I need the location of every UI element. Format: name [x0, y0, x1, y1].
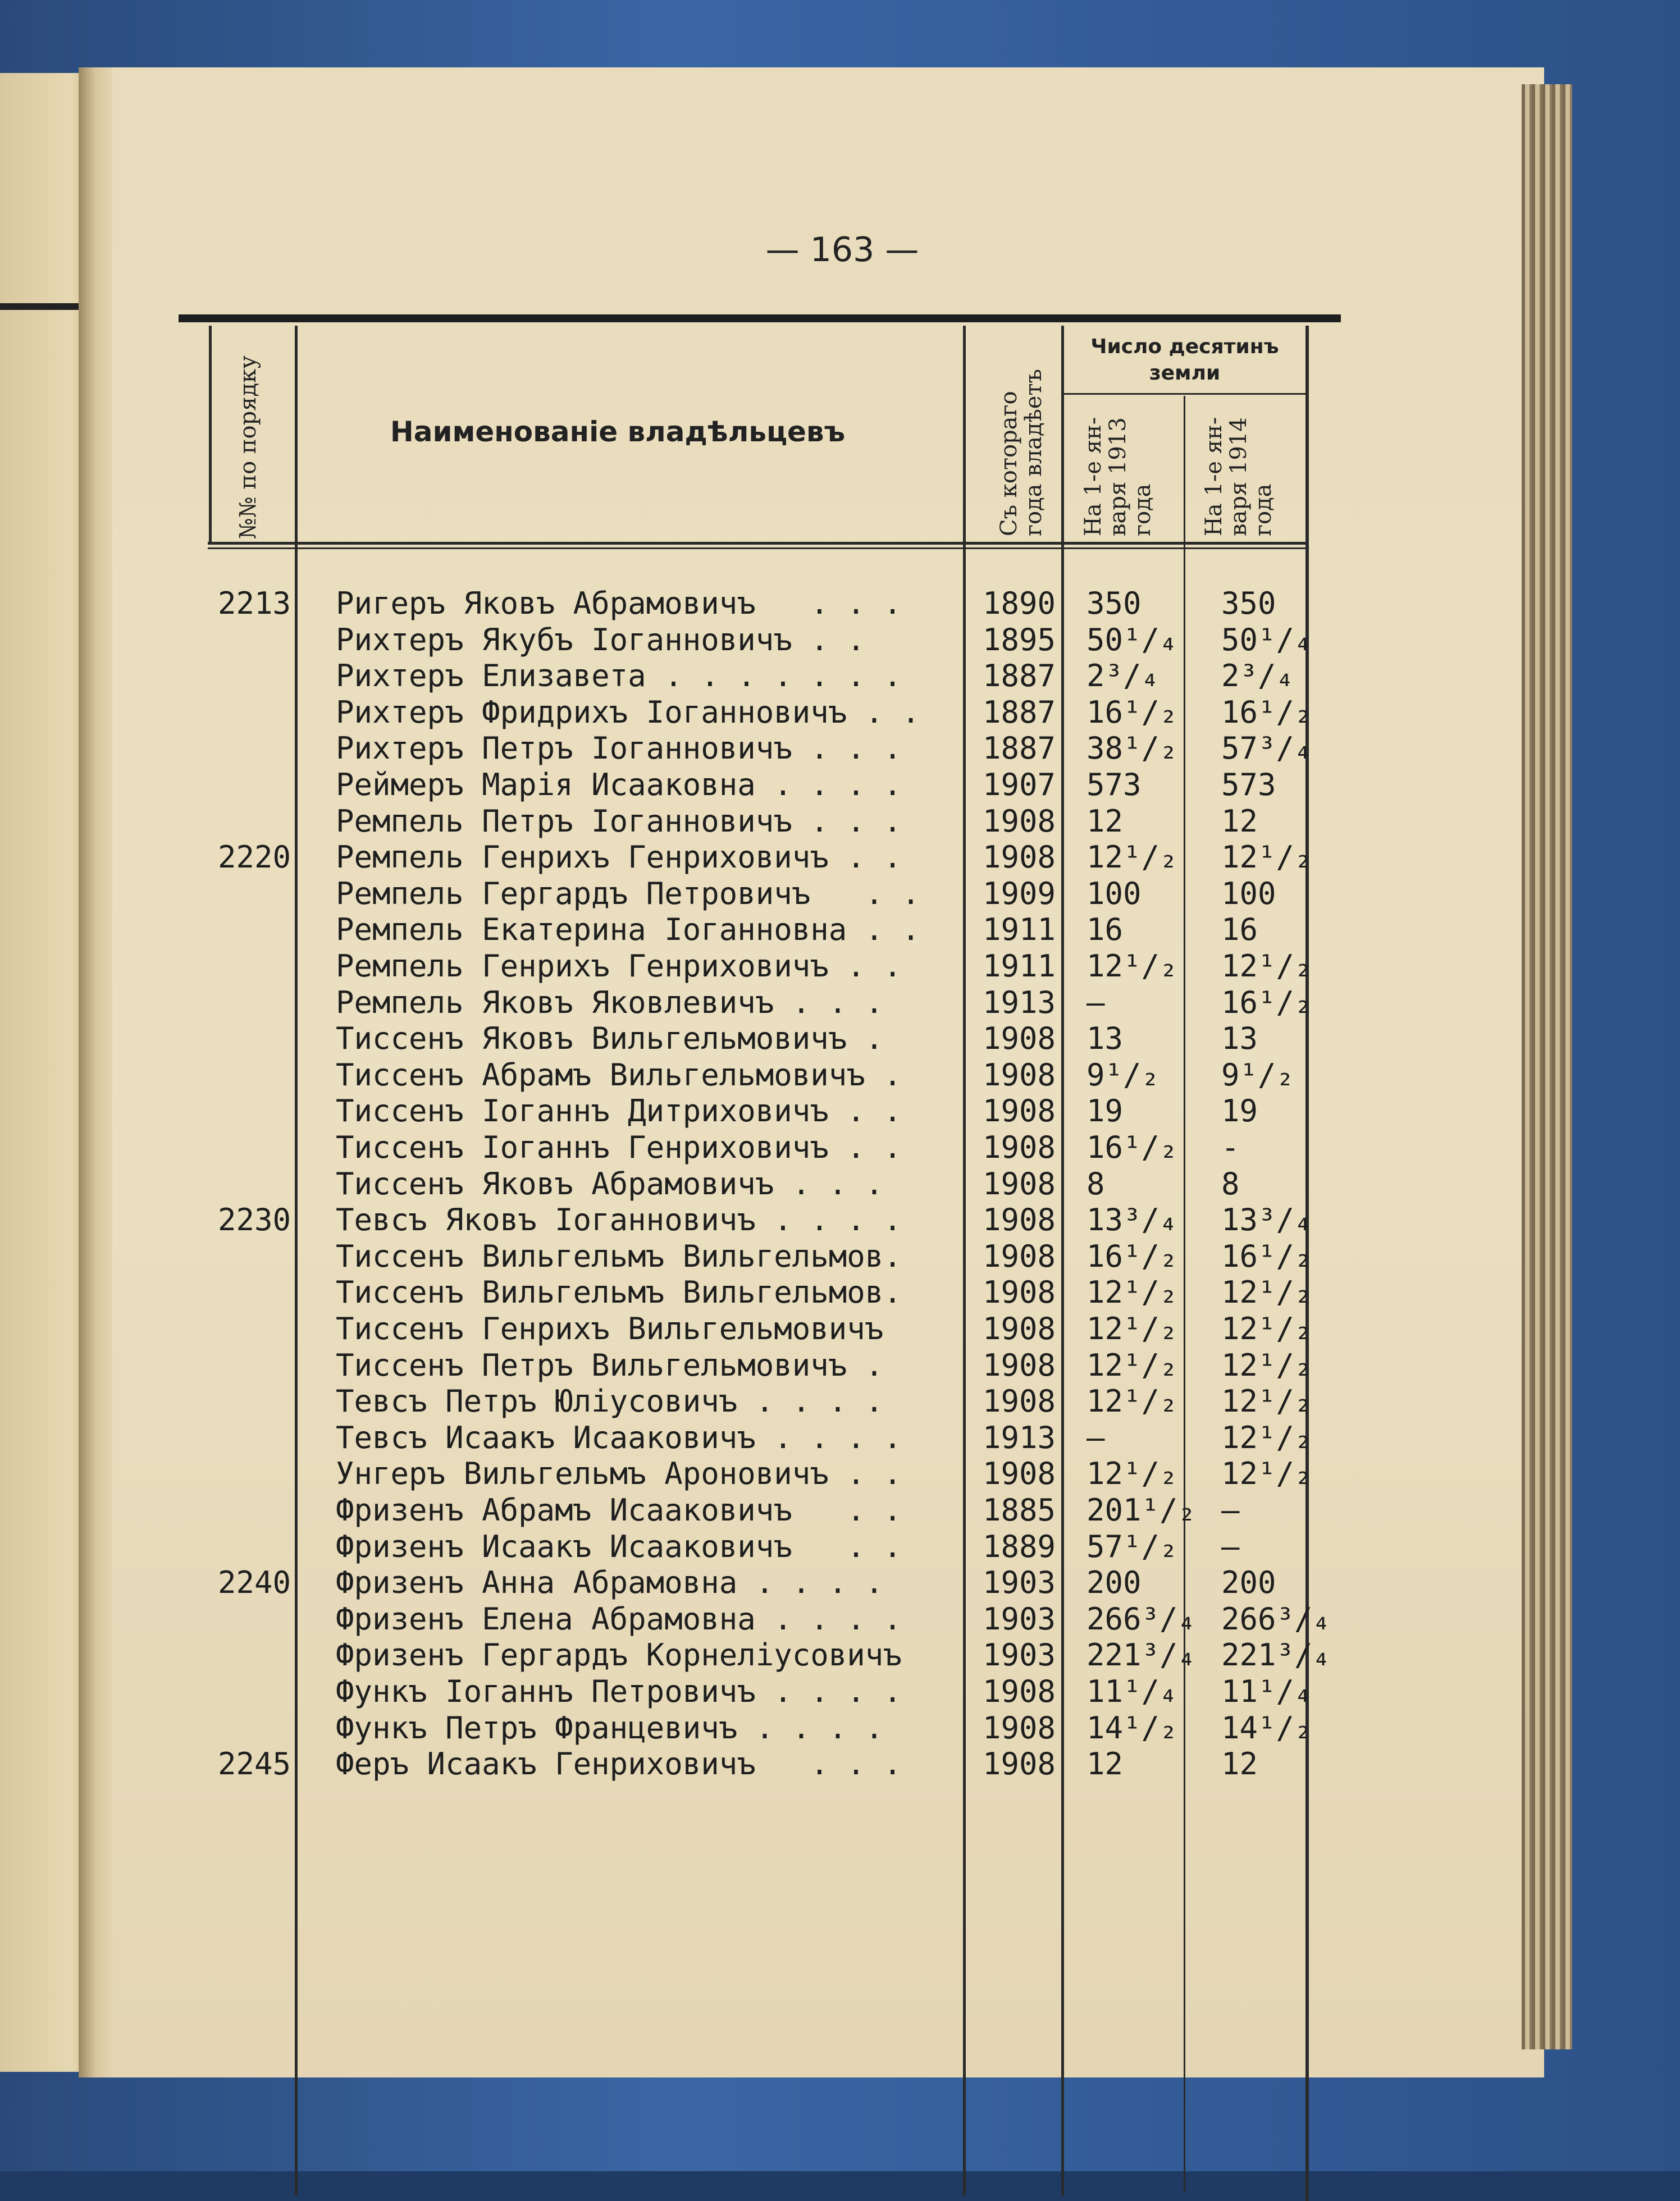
area-1913: 8	[1086, 1166, 1105, 1202]
area-1914: 100	[1221, 875, 1276, 911]
area-1913: 266³/₄	[1086, 1601, 1197, 1637]
table-row	[0, 695, 1680, 730]
year-owned: 1911	[983, 948, 1056, 984]
row-number: 2245	[218, 1746, 291, 1782]
year-owned: 1908	[983, 1093, 1056, 1129]
owner-name: Рихтеръ Якубъ Іоганновичъ . .	[336, 622, 865, 657]
area-1914: 12	[1221, 1746, 1258, 1782]
owner-name: Фризенъ Елена Абрамовна . . . .	[336, 1601, 902, 1637]
area-1913: 11¹/₄	[1086, 1674, 1178, 1709]
table-row	[0, 803, 1680, 839]
area-1914: 57³/₄	[1221, 730, 1313, 766]
owner-name: Фризенъ Анна Абрамовна . . . .	[336, 1565, 884, 1601]
owner-name: Реймеръ Марія Исааковна . . . .	[336, 767, 902, 802]
table-row	[0, 1202, 1680, 1238]
area-1913: 12¹/₂	[1086, 839, 1178, 875]
area-1913: 12	[1086, 803, 1124, 839]
year-owned: 1887	[983, 730, 1056, 766]
header-group: Число десятинъ земли	[1090, 335, 1279, 385]
year-owned: 1908	[983, 1130, 1056, 1165]
year-owned: 1908	[983, 1456, 1056, 1492]
area-1914: 14¹/₂	[1221, 1710, 1313, 1746]
table-row	[0, 658, 1680, 694]
row-number: 2220	[218, 839, 291, 875]
area-1914: 12¹/₂	[1221, 1456, 1313, 1492]
owner-name: Тиссенъ Іоганнъ Генриховичъ . .	[336, 1130, 902, 1165]
table-row	[0, 1492, 1680, 1528]
owner-name: Функъ Петръ Францевичъ . . . .	[336, 1710, 884, 1746]
owner-name: Тевсъ Исаакъ Исааковичъ . . . .	[336, 1419, 902, 1455]
table-row	[0, 912, 1680, 948]
area-1913: 573	[1086, 767, 1142, 802]
owner-name: Рихтеръ Елизавета . . . . . . .	[336, 658, 902, 694]
area-1913: —	[1086, 984, 1105, 1020]
area-1914: 11¹/₄	[1221, 1674, 1313, 1709]
page-number: — 163 —	[765, 230, 919, 270]
owner-name: Унгеръ Вильгельмъ Ароновичъ . .	[336, 1456, 902, 1492]
year-owned: 1913	[983, 984, 1056, 1020]
left-page-rule	[0, 303, 90, 310]
table-row	[0, 985, 1680, 1021]
area-1914: 13³/₄	[1221, 1202, 1313, 1238]
table-row	[0, 586, 1680, 622]
year-owned: 1913	[983, 1419, 1056, 1455]
area-1913: 9¹/₂	[1086, 1057, 1160, 1093]
area-1914: 8	[1221, 1166, 1240, 1202]
area-1914: 50¹/₄	[1221, 622, 1313, 657]
table-row	[0, 1674, 1680, 1710]
area-1914: 266³/₄	[1221, 1601, 1331, 1637]
year-owned: 1890	[983, 586, 1056, 621]
owner-name: Тиссенъ Генрихъ Вильгельмовичъ	[336, 1311, 884, 1346]
area-1913: —	[1086, 1419, 1105, 1455]
table-row	[0, 1093, 1680, 1129]
area-1914: 12¹/₂	[1221, 1347, 1313, 1383]
area-1913: 16¹/₂	[1086, 1238, 1178, 1274]
area-1913: 12¹/₂	[1086, 1311, 1178, 1346]
area-1914: 12¹/₂	[1221, 1275, 1313, 1310]
year-owned: 1911	[983, 912, 1056, 948]
owner-name: Тиссенъ Петръ Вильгельмовичъ .	[336, 1347, 884, 1383]
owner-name: Тиссенъ Яковъ Вильгельмовичъ .	[336, 1021, 884, 1057]
year-owned: 1908	[983, 839, 1056, 875]
header-col-no: №№ по порядку	[235, 355, 261, 539]
owner-name: Рихтеръ Фридрихъ Іоганновичъ . .	[336, 694, 920, 730]
area-1914: 12	[1221, 803, 1258, 839]
year-owned: 1909	[983, 875, 1056, 911]
area-1913: 12¹/₂	[1086, 1456, 1178, 1492]
area-1914: 573	[1221, 767, 1276, 802]
year-owned: 1908	[983, 1347, 1056, 1383]
owner-name: Тевсъ Яковъ Іоганновичъ . . . .	[336, 1202, 902, 1238]
year-owned: 1889	[983, 1528, 1056, 1564]
area-1914: 13	[1221, 1021, 1258, 1057]
owner-name: Ремпель Екатерина Іоганновна . .	[336, 912, 920, 948]
area-1914: 16¹/₂	[1221, 984, 1313, 1020]
year-owned: 1908	[983, 1746, 1056, 1782]
owner-name: Ремпель Гергардъ Петровичъ . .	[336, 875, 920, 911]
year-owned: 1908	[983, 803, 1056, 839]
area-1913: 200	[1086, 1565, 1142, 1601]
area-1913: 2³/₄	[1086, 658, 1160, 694]
header-bottom-rule-2	[208, 547, 1308, 549]
table-row	[0, 1239, 1680, 1275]
area-1914: 12¹/₂	[1221, 1383, 1313, 1419]
area-1913: 221³/₄	[1086, 1637, 1197, 1673]
area-1913: 13	[1086, 1021, 1124, 1057]
table-row	[0, 876, 1680, 912]
area-1914: 12¹/₂	[1221, 1311, 1313, 1346]
owner-name: Тиссенъ Вильгельмъ Вильгельмов.	[336, 1275, 902, 1310]
table-row	[0, 1021, 1680, 1057]
owner-name: Рихтеръ Петръ Іоганновичъ . . .	[336, 730, 902, 766]
table-row	[0, 1746, 1680, 1782]
year-owned: 1907	[983, 767, 1056, 802]
area-1913: 57¹/₂	[1086, 1528, 1178, 1564]
area-1913: 16¹/₂	[1086, 1130, 1178, 1165]
area-1913: 14¹/₂	[1086, 1710, 1178, 1746]
table-row	[0, 730, 1680, 766]
year-owned: 1908	[983, 1057, 1056, 1093]
area-1913: 50¹/₄	[1086, 622, 1178, 657]
area-1914: 9¹/₂	[1221, 1057, 1295, 1093]
area-1913: 16	[1086, 912, 1124, 948]
year-owned: 1908	[983, 1275, 1056, 1310]
area-1914: 16	[1221, 912, 1258, 948]
table-row	[0, 1637, 1680, 1673]
area-1914: 350	[1221, 586, 1276, 621]
area-1914: 16¹/₂	[1221, 694, 1313, 730]
table-row	[0, 1348, 1680, 1383]
area-1914: 12¹/₂	[1221, 839, 1313, 875]
header-col-year: Съ котораго года владѣетъ	[996, 368, 1047, 536]
year-owned: 1908	[983, 1202, 1056, 1238]
year-owned: 1908	[983, 1166, 1056, 1202]
owner-name: Ремпель Генрихъ Генриховичъ . .	[336, 948, 902, 984]
table-row	[0, 1420, 1680, 1456]
owner-name: Фризенъ Гергардъ Корнеліусовичъ	[336, 1637, 902, 1673]
owner-name: Ремпель Петръ Іоганновичъ . . .	[336, 803, 902, 839]
row-number: 2230	[218, 1202, 291, 1238]
area-1914: —	[1221, 1492, 1240, 1528]
area-1914: 221³/₄	[1221, 1637, 1331, 1673]
year-owned: 1908	[983, 1311, 1056, 1346]
year-owned: 1908	[983, 1021, 1056, 1057]
table-row	[0, 1456, 1680, 1492]
area-1913: 12¹/₂	[1086, 948, 1178, 984]
owner-name: Функъ Іоганнъ Петровичъ . . . .	[336, 1674, 902, 1709]
row-number: 2213	[218, 586, 291, 621]
year-owned: 1908	[983, 1674, 1056, 1709]
area-1913: 16¹/₂	[1086, 694, 1178, 730]
area-1914: 16¹/₂	[1221, 1238, 1313, 1274]
table-row	[0, 622, 1680, 658]
year-owned: 1903	[983, 1637, 1056, 1673]
table-row	[0, 1529, 1680, 1565]
area-1914: 12¹/₂	[1221, 1419, 1313, 1455]
owner-name: Фризенъ Абрамъ Исааковичъ . .	[336, 1492, 902, 1528]
area-1913: 12	[1086, 1746, 1124, 1782]
owner-name: Ремпель Генрихъ Генриховичъ . .	[336, 839, 902, 875]
owner-name: Тиссенъ Вильгельмъ Вильгельмов.	[336, 1238, 902, 1274]
owner-name: Тиссенъ Яковъ Абрамовичъ . . .	[336, 1166, 884, 1202]
table-row	[0, 1057, 1680, 1093]
table-row	[0, 1275, 1680, 1310]
area-1914: 2³/₄	[1221, 658, 1295, 694]
table-row	[0, 839, 1680, 875]
year-owned: 1903	[983, 1565, 1056, 1601]
owner-name: Фризенъ Исаакъ Исааковичъ . .	[336, 1528, 902, 1564]
header-col-1914: На 1-е ян- варя 1914 года	[1201, 417, 1276, 536]
year-owned: 1887	[983, 694, 1056, 730]
area-1914: 200	[1221, 1565, 1276, 1601]
row-number: 2240	[218, 1565, 291, 1601]
area-1914: -	[1221, 1130, 1240, 1165]
table-row	[0, 1601, 1680, 1637]
year-owned: 1903	[983, 1601, 1056, 1637]
owner-name: Тиссенъ Абрамъ Вильгельмовичъ .	[336, 1057, 902, 1093]
table-row	[0, 1383, 1680, 1419]
area-1913: 201¹/₂	[1086, 1492, 1197, 1528]
area-1913: 350	[1086, 586, 1142, 621]
year-owned: 1885	[983, 1492, 1056, 1528]
owner-name: Ремпель Яковъ Яковлевичъ . . .	[336, 984, 884, 1020]
header-col-name: Наименованіе владѣльцевъ	[390, 415, 846, 448]
year-owned: 1908	[983, 1710, 1056, 1746]
year-owned: 1887	[983, 658, 1056, 694]
header-bottom-rule	[208, 542, 1308, 545]
owner-name: Тиссенъ Іоганнъ Дитриховичъ . .	[336, 1093, 902, 1129]
area-1913: 19	[1086, 1093, 1124, 1129]
table-row	[0, 1311, 1680, 1347]
owner-name: Ригеръ Яковъ Абрамовичъ . . .	[336, 586, 902, 621]
table-row	[0, 767, 1680, 803]
area-1914: 12¹/₂	[1221, 948, 1313, 984]
area-1913: 12¹/₂	[1086, 1275, 1178, 1310]
table-row	[0, 1565, 1680, 1601]
table-row	[0, 948, 1680, 984]
area-1914: —	[1221, 1528, 1240, 1564]
area-1913: 12¹/₂	[1086, 1347, 1178, 1383]
year-owned: 1895	[983, 622, 1056, 657]
area-1913: 100	[1086, 875, 1142, 911]
group-divider	[1064, 393, 1305, 395]
table-row	[0, 1166, 1680, 1202]
area-1913: 13³/₄	[1086, 1202, 1178, 1238]
header-col-1913: На 1-е ян- варя 1913 года	[1080, 417, 1156, 536]
col-border-left	[209, 326, 212, 545]
year-owned: 1908	[983, 1238, 1056, 1274]
table-row	[0, 1130, 1680, 1166]
year-owned: 1908	[983, 1383, 1056, 1419]
table-row	[0, 1710, 1680, 1746]
area-1913: 38¹/₂	[1086, 730, 1178, 766]
area-1914: 19	[1221, 1093, 1258, 1129]
owner-name: Тевсъ Петръ Юліусовичъ . . . .	[336, 1383, 884, 1419]
table-top-rule	[179, 314, 1341, 322]
owner-name: Феръ Исаакъ Генриховичъ . . .	[336, 1746, 902, 1782]
area-1913: 12¹/₂	[1086, 1383, 1178, 1419]
